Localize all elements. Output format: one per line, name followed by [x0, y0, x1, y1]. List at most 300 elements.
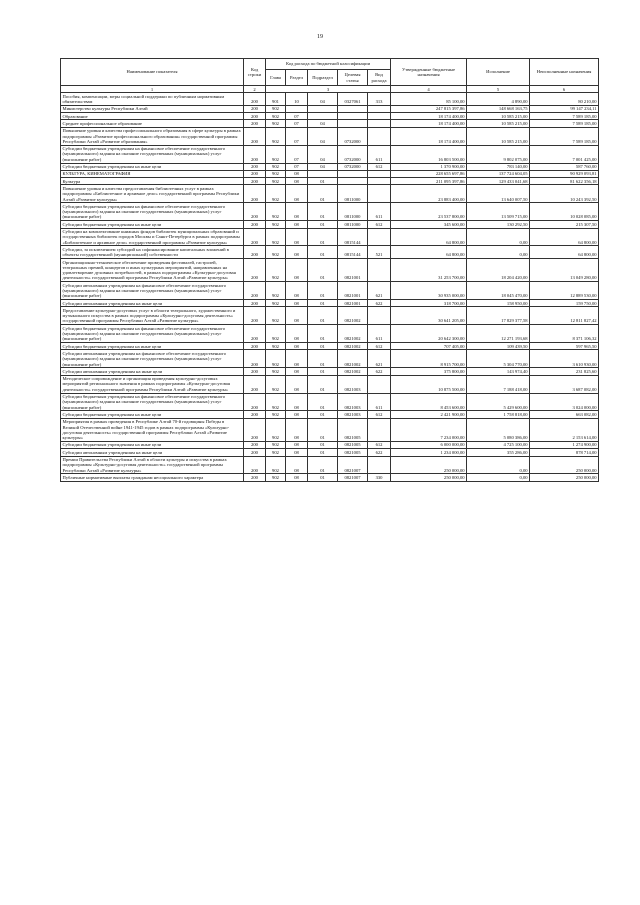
row-code-line: 200	[244, 343, 266, 350]
row-approved: 30 935 000,00	[391, 282, 467, 300]
row-razdel: 07	[286, 113, 308, 120]
table-row	[61, 343, 599, 350]
row-glava: 902	[266, 418, 286, 441]
row-executed: 1 758 818,00	[467, 411, 530, 418]
row-executed: 137 724 604,05	[467, 170, 530, 177]
row-indicator-name: Субсидии бюджетным учреждениям на финансовое обеспечение государственного (муниципального) задания на оказание государственных (муниципальных) услуг (выполнение работ)	[61, 393, 244, 411]
page-number: 19	[317, 34, 323, 40]
row-unexecuted: 663 082,00	[530, 411, 599, 418]
row-expense-type: 612	[368, 441, 391, 448]
row-approved: 2 421 900,00	[391, 411, 467, 418]
row-glava: 902	[266, 375, 286, 393]
row-target: 0811000	[338, 221, 368, 228]
row-expense-type: 313	[368, 93, 391, 106]
header-glava: Глава	[266, 70, 286, 86]
header-target: Целевая статья	[338, 70, 368, 86]
row-executed: 17 829 377,58	[467, 307, 530, 325]
row-unexecuted: 90 929 093,81	[530, 170, 599, 177]
row-indicator-name: Методическое сопровождение и организация проведения культурно-досуговых мероприятий регионального значения в рамках подпрограммы «Культурно-досуговая деятельность» государственной программы Республики Алтай «Развитие культуры»	[61, 375, 244, 393]
row-indicator-name: Культура	[61, 178, 244, 185]
table-row	[61, 350, 599, 368]
header-unexecuted: Неисполненные назначения	[530, 59, 599, 86]
row-code-line: 200	[244, 93, 266, 106]
row-glava: 902	[266, 325, 286, 343]
header-indicator: Наименование показателя	[61, 59, 244, 86]
row-executed: 10 585 215,00	[467, 120, 530, 127]
table-row	[61, 393, 599, 411]
row-razdel: 08	[286, 375, 308, 393]
row-code-line: 200	[244, 307, 266, 325]
row-target: 0821001	[338, 282, 368, 300]
row-expense-type: 622	[368, 449, 391, 456]
row-executed: 130 292,50	[467, 221, 530, 228]
row-unexecuted: 12 889 530,00	[530, 282, 599, 300]
row-indicator-name: Субсидии на комплектование книжных фондов библиотек муниципальных образований и государственных библиотек городов Москвы и Санкт-Петербурга в рамках подпрограммы «Библиотечное и архивное дело» государственной программы «Развитие культуры»	[61, 228, 244, 246]
row-expense-type	[368, 375, 391, 393]
row-unexecuted: 231 825,60	[530, 368, 599, 375]
row-glava: 902	[266, 163, 286, 170]
row-target: 0811000	[338, 185, 368, 203]
row-executed: 129 433 041,68	[467, 178, 530, 185]
row-target	[338, 105, 368, 112]
row-glava: 902	[266, 411, 286, 418]
row-approved: 31 253 700,00	[391, 259, 467, 282]
row-indicator-name: Организационно-техническое обеспечение проведения фестивалей, гастролей, театральных премий, концертов и иных культурных мероприятий, направленных на удовлетворение духовных потребностей, в рамках подпрограммы «Культурно-досуговая деятельность» государственной программы Республики Алтай «Развитие культуры»	[61, 259, 244, 282]
row-indicator-name: Субсидии бюджетным учреждениям на иные цели	[61, 343, 244, 350]
row-code-line: 200	[244, 228, 266, 246]
row-razdel: 07	[286, 145, 308, 163]
row-glava: 902	[266, 307, 286, 325]
header-code-line: Код строки	[244, 59, 266, 86]
row-razdel: 08	[286, 411, 308, 418]
table-row	[61, 163, 599, 170]
row-expense-type	[368, 178, 391, 185]
row-indicator-name: Субсидии, за исключением субсидий на софинансирование капитальных вложений в объекты государственной (муниципальной) собственности	[61, 246, 244, 259]
row-razdel: 08	[286, 456, 308, 474]
row-podrazdel	[308, 105, 338, 112]
row-expense-type: 612	[368, 343, 391, 350]
row-indicator-name: Субсидии бюджетным учреждениям на иные цели	[61, 411, 244, 418]
row-expense-type: 612	[368, 221, 391, 228]
table-row	[61, 127, 599, 145]
row-indicator-name: Мероприятия в рамках проведения в Республике Алтай 70-й годовщины Победы в Великой Отечественной войне 1941-1945 годов в рамках подпрограммы «Культурно-досуговая деятельность» государственной программы Республики Алтай «Развитие культуры»	[61, 418, 244, 441]
row-code-line: 200	[244, 221, 266, 228]
row-code-line: 200	[244, 203, 266, 221]
row-podrazdel: 01	[308, 307, 338, 325]
row-razdel: 08	[286, 393, 308, 411]
row-expense-type	[368, 120, 391, 127]
row-unexecuted: 7 589 185,00	[530, 113, 599, 120]
row-approved: 18 174 400,00	[391, 120, 467, 127]
row-executed: 12 271 193,68	[467, 325, 530, 343]
row-podrazdel: 01	[308, 300, 338, 307]
row-glava: 902	[266, 449, 286, 456]
row-executed: 13 640 007,50	[467, 185, 530, 203]
row-podrazdel: 01	[308, 259, 338, 282]
row-razdel: 08	[286, 441, 308, 448]
header-num-3: 3	[266, 86, 391, 93]
row-approved: 6 000 000,00	[391, 441, 467, 448]
row-glava: 902	[266, 246, 286, 259]
row-executed: 0,00	[467, 246, 530, 259]
row-executed: 355 286,00	[467, 449, 530, 456]
row-approved: 18 174 400,00	[391, 113, 467, 120]
row-indicator-name: Субсидии автономным учреждениям на финансовое обеспечение государственного (муниципального) задания на оказание государственных (муниципальных) услуг (выполнение работ)	[61, 282, 244, 300]
row-expense-type	[368, 259, 391, 282]
row-unexecuted: 3 687 082,00	[530, 375, 599, 393]
row-code-line: 200	[244, 300, 266, 307]
table-row	[61, 325, 599, 343]
row-razdel: 08	[286, 474, 308, 481]
row-glava: 902	[266, 145, 286, 163]
row-glava: 902	[266, 441, 286, 448]
row-expense-type	[368, 456, 391, 474]
row-approved: 18 174 400,00	[391, 127, 467, 145]
row-code-line: 200	[244, 120, 266, 127]
row-code-line: 200	[244, 170, 266, 177]
row-executed: 5 429 600,00	[467, 393, 530, 411]
row-executed: 9 802 075,00	[467, 145, 530, 163]
row-code-line: 200	[244, 246, 266, 259]
row-unexecuted: 12 811 827,42	[530, 307, 599, 325]
table-row	[61, 228, 599, 246]
row-approved: 30 641 205,00	[391, 307, 467, 325]
row-code-line: 200	[244, 456, 266, 474]
table-row	[61, 368, 599, 375]
row-razdel: 08	[286, 203, 308, 221]
row-target: 0821002	[338, 350, 368, 368]
row-podrazdel: 01	[308, 350, 338, 368]
row-podrazdel: 01	[308, 185, 338, 203]
header-num-6: 6	[530, 86, 599, 93]
row-unexecuted: 80 210,00	[530, 93, 599, 106]
row-executed: 143 974,40	[467, 368, 530, 375]
table-row	[61, 246, 599, 259]
row-code-line: 200	[244, 163, 266, 170]
row-target	[338, 170, 368, 177]
row-code-line: 200	[244, 145, 266, 163]
row-executed: 18 204 420,00	[467, 259, 530, 282]
row-executed: 4 725 100,00	[467, 441, 530, 448]
row-expense-type: 611	[368, 203, 391, 221]
row-code-line: 200	[244, 375, 266, 393]
row-code-line: 200	[244, 127, 266, 145]
table-row	[61, 474, 599, 481]
row-indicator-name: Пособия, компенсации, меры социальной поддержки по публичным нормативным обязательствам	[61, 93, 244, 106]
row-expense-type: 621	[368, 282, 391, 300]
row-indicator-name: Премии Правительства Республики Алтай в области культуры и искусства в рамках подпрограммы «Культурно-досуговая деятельность» государственной программы Республики Алтай «Развитие культуры»	[61, 456, 244, 474]
row-razdel: 08	[286, 350, 308, 368]
row-indicator-name: Повышение уровня и качества предоставления библиотечных услуг в рамках подпрограммы «Библиотечное и архивное дело» государственной программы Республики Алтай «Развитие культуры»	[61, 185, 244, 203]
row-target: 0821002	[338, 325, 368, 343]
row-glava: 902	[266, 170, 286, 177]
row-approved: 20 642 300,00	[391, 325, 467, 343]
row-podrazdel: 01	[308, 441, 338, 448]
row-indicator-name: КУЛЬТУРА, КИНЕМАТОГРАФИЯ	[61, 170, 244, 177]
header-num-2: 2	[244, 86, 266, 93]
table-row	[61, 300, 599, 307]
row-indicator-name: Среднее профессиональное образование	[61, 120, 244, 127]
row-unexecuted: 7 589 185,00	[530, 127, 599, 145]
row-expense-type: 611	[368, 325, 391, 343]
row-indicator-name: Субсидии бюджетным учреждениям на финансовое обеспечение государственного (муниципального) задания на оказание государственных (муниципальных) услуг (выполнение работ)	[61, 145, 244, 163]
row-approved: 211 095 397,86	[391, 178, 467, 185]
row-unexecuted: 7 001 425,00	[530, 145, 599, 163]
row-expense-type	[368, 113, 391, 120]
row-approved: 7 234 000,00	[391, 418, 467, 441]
row-code-line: 200	[244, 185, 266, 203]
table-row	[61, 411, 599, 418]
row-razdel: 07	[286, 127, 308, 145]
table-row	[61, 105, 599, 112]
row-target: 0821005	[338, 441, 368, 448]
row-razdel: 08	[286, 228, 308, 246]
row-approved: 1 370 900,00	[391, 163, 467, 170]
header-budget-classification: Код расхода по бюджетной классификации	[266, 59, 391, 70]
row-razdel: 08	[286, 170, 308, 177]
row-unexecuted: 13 049 280,00	[530, 259, 599, 282]
row-glava: 902	[266, 120, 286, 127]
row-expense-type: 611	[368, 145, 391, 163]
row-indicator-name: Субсидии бюджетным учреждениям на финансовое обеспечение государственного (муниципального) задания на оказание государственных (муниципальных) услуг (выполнение работ)	[61, 203, 244, 221]
row-glava: 902	[266, 343, 286, 350]
row-target: 0821002	[338, 343, 368, 350]
header-num-1: 1	[61, 86, 244, 93]
row-podrazdel: 04	[308, 93, 338, 106]
row-executed: 0,00	[467, 474, 530, 481]
row-target	[338, 113, 368, 120]
row-podrazdel: 04	[308, 127, 338, 145]
row-expense-type: 622	[368, 368, 391, 375]
row-executed: 4 890,00	[467, 93, 530, 106]
row-razdel: 08	[286, 246, 308, 259]
row-executed: 18 045 470,00	[467, 282, 530, 300]
row-code-line: 200	[244, 105, 266, 112]
row-executed: 0,00	[467, 456, 530, 474]
row-target	[338, 120, 368, 127]
row-glava: 902	[266, 368, 286, 375]
row-glava: 902	[266, 259, 286, 282]
row-indicator-name: Субсидии бюджетным учреждениям на иные цели	[61, 441, 244, 448]
table-row	[61, 113, 599, 120]
row-glava: 902	[266, 221, 286, 228]
row-podrazdel: 01	[308, 375, 338, 393]
row-target: 0821003	[338, 375, 368, 393]
row-podrazdel: 01	[308, 178, 338, 185]
row-razdel: 08	[286, 325, 308, 343]
row-indicator-name: Субсидии автономным учреждениям на иные цели	[61, 368, 244, 375]
row-unexecuted: 64 800,00	[530, 246, 599, 259]
row-glava: 902	[266, 178, 286, 185]
row-podrazdel: 01	[308, 418, 338, 441]
row-glava: 902	[266, 300, 286, 307]
row-glava: 901	[266, 93, 286, 106]
row-approved: 8 453 600,00	[391, 393, 467, 411]
row-razdel: 08	[286, 343, 308, 350]
row-podrazdel	[308, 170, 338, 177]
row-unexecuted: 10 028 085,00	[530, 203, 599, 221]
row-podrazdel: 01	[308, 246, 338, 259]
row-expense-type: 521	[368, 246, 391, 259]
table-row	[61, 145, 599, 163]
header-podrazdel: Подраздел	[308, 70, 338, 86]
row-expense-type: 612	[368, 163, 391, 170]
row-expense-type	[368, 418, 391, 441]
row-podrazdel: 04	[308, 120, 338, 127]
row-executed: 158 950,00	[467, 300, 530, 307]
row-podrazdel: 01	[308, 449, 338, 456]
row-target: 0821002	[338, 307, 368, 325]
table-row	[61, 221, 599, 228]
row-code-line: 200	[244, 441, 266, 448]
row-razdel: 08	[286, 185, 308, 203]
row-executed: 7 188 418,00	[467, 375, 530, 393]
row-approved: 16 803 500,00	[391, 145, 467, 163]
row-code-line: 200	[244, 449, 266, 456]
row-unexecuted: 3 024 000,00	[530, 393, 599, 411]
row-podrazdel: 01	[308, 343, 338, 350]
row-approved: 23 883 400,00	[391, 185, 467, 203]
row-podrazdel: 01	[308, 221, 338, 228]
row-razdel: 08	[286, 368, 308, 375]
table-row	[61, 120, 599, 127]
row-unexecuted: 587 760,00	[530, 163, 599, 170]
row-executed: 109 439,50	[467, 343, 530, 350]
row-indicator-name: Субсидии бюджетным учреждениям на иные цели	[61, 221, 244, 228]
row-razdel: 08	[286, 259, 308, 282]
row-podrazdel: 01	[308, 368, 338, 375]
row-code-line: 200	[244, 368, 266, 375]
row-expense-type	[368, 228, 391, 246]
row-approved: 345 600,00	[391, 221, 467, 228]
row-glava: 902	[266, 228, 286, 246]
row-podrazdel: 01	[308, 474, 338, 481]
row-approved: 247 815 397,86	[391, 105, 467, 112]
row-razdel: 10	[286, 93, 308, 106]
row-executed: 783 140,00	[467, 163, 530, 170]
row-expense-type	[368, 307, 391, 325]
row-glava: 902	[266, 185, 286, 203]
row-indicator-name: Субсидии бюджетным учреждениям на иные цели	[61, 163, 244, 170]
row-approved: 375 800,00	[391, 368, 467, 375]
row-glava: 902	[266, 113, 286, 120]
row-podrazdel: 01	[308, 393, 338, 411]
row-podrazdel: 01	[308, 411, 338, 418]
row-target: 0821003	[338, 393, 368, 411]
row-podrazdel: 04	[308, 163, 338, 170]
row-glava: 902	[266, 393, 286, 411]
header-num-4: 4	[391, 86, 467, 93]
row-code-line: 200	[244, 178, 266, 185]
row-target: 0821001	[338, 300, 368, 307]
table-row	[61, 456, 599, 474]
row-code-line: 200	[244, 282, 266, 300]
row-approved: 23 537 800,00	[391, 203, 467, 221]
row-target: 0732000	[338, 145, 368, 163]
table-row	[61, 203, 599, 221]
row-glava: 902	[266, 203, 286, 221]
row-podrazdel: 01	[308, 325, 338, 343]
row-glava: 902	[266, 282, 286, 300]
row-indicator-name: Субсидии автономным учреждениям на иные цели	[61, 449, 244, 456]
table-row	[61, 170, 599, 177]
row-approved: 10 875 500,00	[391, 375, 467, 393]
row-unexecuted: 64 800,00	[530, 228, 599, 246]
header-num-5: 5	[467, 86, 530, 93]
row-code-line: 200	[244, 325, 266, 343]
row-approved: 64 800,00	[391, 246, 467, 259]
table-row	[61, 178, 599, 185]
table-row	[61, 441, 599, 448]
row-unexecuted: 10 243 392,50	[530, 185, 599, 203]
table-row	[61, 93, 599, 106]
row-target: 0811000	[338, 203, 368, 221]
row-executed: 5 304 770,00	[467, 350, 530, 368]
row-executed: 5 080 386,00	[467, 418, 530, 441]
row-razdel: 07	[286, 120, 308, 127]
row-razdel: 08	[286, 178, 308, 185]
row-razdel: 08	[286, 300, 308, 307]
row-code-line: 200	[244, 113, 266, 120]
budget-execution-table	[60, 58, 599, 482]
row-glava: 902	[266, 127, 286, 145]
row-approved: 250 000,00	[391, 456, 467, 474]
row-target: 0732000	[338, 127, 368, 145]
row-podrazdel: 01	[308, 456, 338, 474]
row-executed: 10 585 215,00	[467, 113, 530, 120]
row-code-line: 200	[244, 259, 266, 282]
table-row	[61, 307, 599, 325]
row-indicator-name: Предоставление культурно-досуговых услуг в области театрального, художественного и музыкального искусства в рамках подпрограммы «Культурно-досуговая деятельность» государственной программы Республики Алтай «Развитие культуры»	[61, 307, 244, 325]
row-target: 0815144	[338, 228, 368, 246]
row-approved: 1 234 000,00	[391, 449, 467, 456]
row-code-line: 200	[244, 393, 266, 411]
row-unexecuted: 99 147 234,11	[530, 105, 599, 112]
row-indicator-name: Публичные нормативные выплаты гражданам несоциального характера	[61, 474, 244, 481]
row-indicator-name: Субсидии бюджетным учреждениям на финансовое обеспечение государственного (муниципального) задания на оказание государственных (муниципальных) услуг (выполнение работ)	[61, 325, 244, 343]
header-razdel: Раздел	[286, 70, 308, 86]
row-approved: 318 700,00	[391, 300, 467, 307]
row-podrazdel: 01	[308, 282, 338, 300]
row-expense-type: 621	[368, 350, 391, 368]
row-unexecuted: 81 622 356,18	[530, 178, 599, 185]
row-expense-type	[368, 105, 391, 112]
row-indicator-name: Образование	[61, 113, 244, 120]
header-approved: Утвержденные бюджетные назначения	[391, 59, 467, 86]
row-unexecuted: 7 589 185,00	[530, 120, 599, 127]
row-approved: 64 800,00	[391, 228, 467, 246]
row-target: 0821005	[338, 418, 368, 441]
row-executed: 13 509 715,00	[467, 203, 530, 221]
row-code-line: 200	[244, 411, 266, 418]
row-code-line: 200	[244, 350, 266, 368]
row-glava: 902	[266, 474, 286, 481]
row-razdel: 08	[286, 449, 308, 456]
row-indicator-name: Субсидии автономным учреждениям на финансовое обеспечение государственного (муниципального) задания на оказание государственных (муниципальных) услуг (выполнение работ)	[61, 350, 244, 368]
row-unexecuted: 1 274 900,00	[530, 441, 599, 448]
row-podrazdel: 01	[308, 203, 338, 221]
row-podrazdel: 04	[308, 145, 338, 163]
table-row	[61, 282, 599, 300]
table-row	[61, 449, 599, 456]
row-unexecuted: 878 714,00	[530, 449, 599, 456]
row-glava: 902	[266, 105, 286, 112]
row-indicator-name: Субсидии автономным учреждениям на иные цели	[61, 300, 244, 307]
row-target	[338, 178, 368, 185]
row-razdel: 08	[286, 418, 308, 441]
row-approved: 228 655 697,86	[391, 170, 467, 177]
row-unexecuted: 8 371 106,32	[530, 325, 599, 343]
